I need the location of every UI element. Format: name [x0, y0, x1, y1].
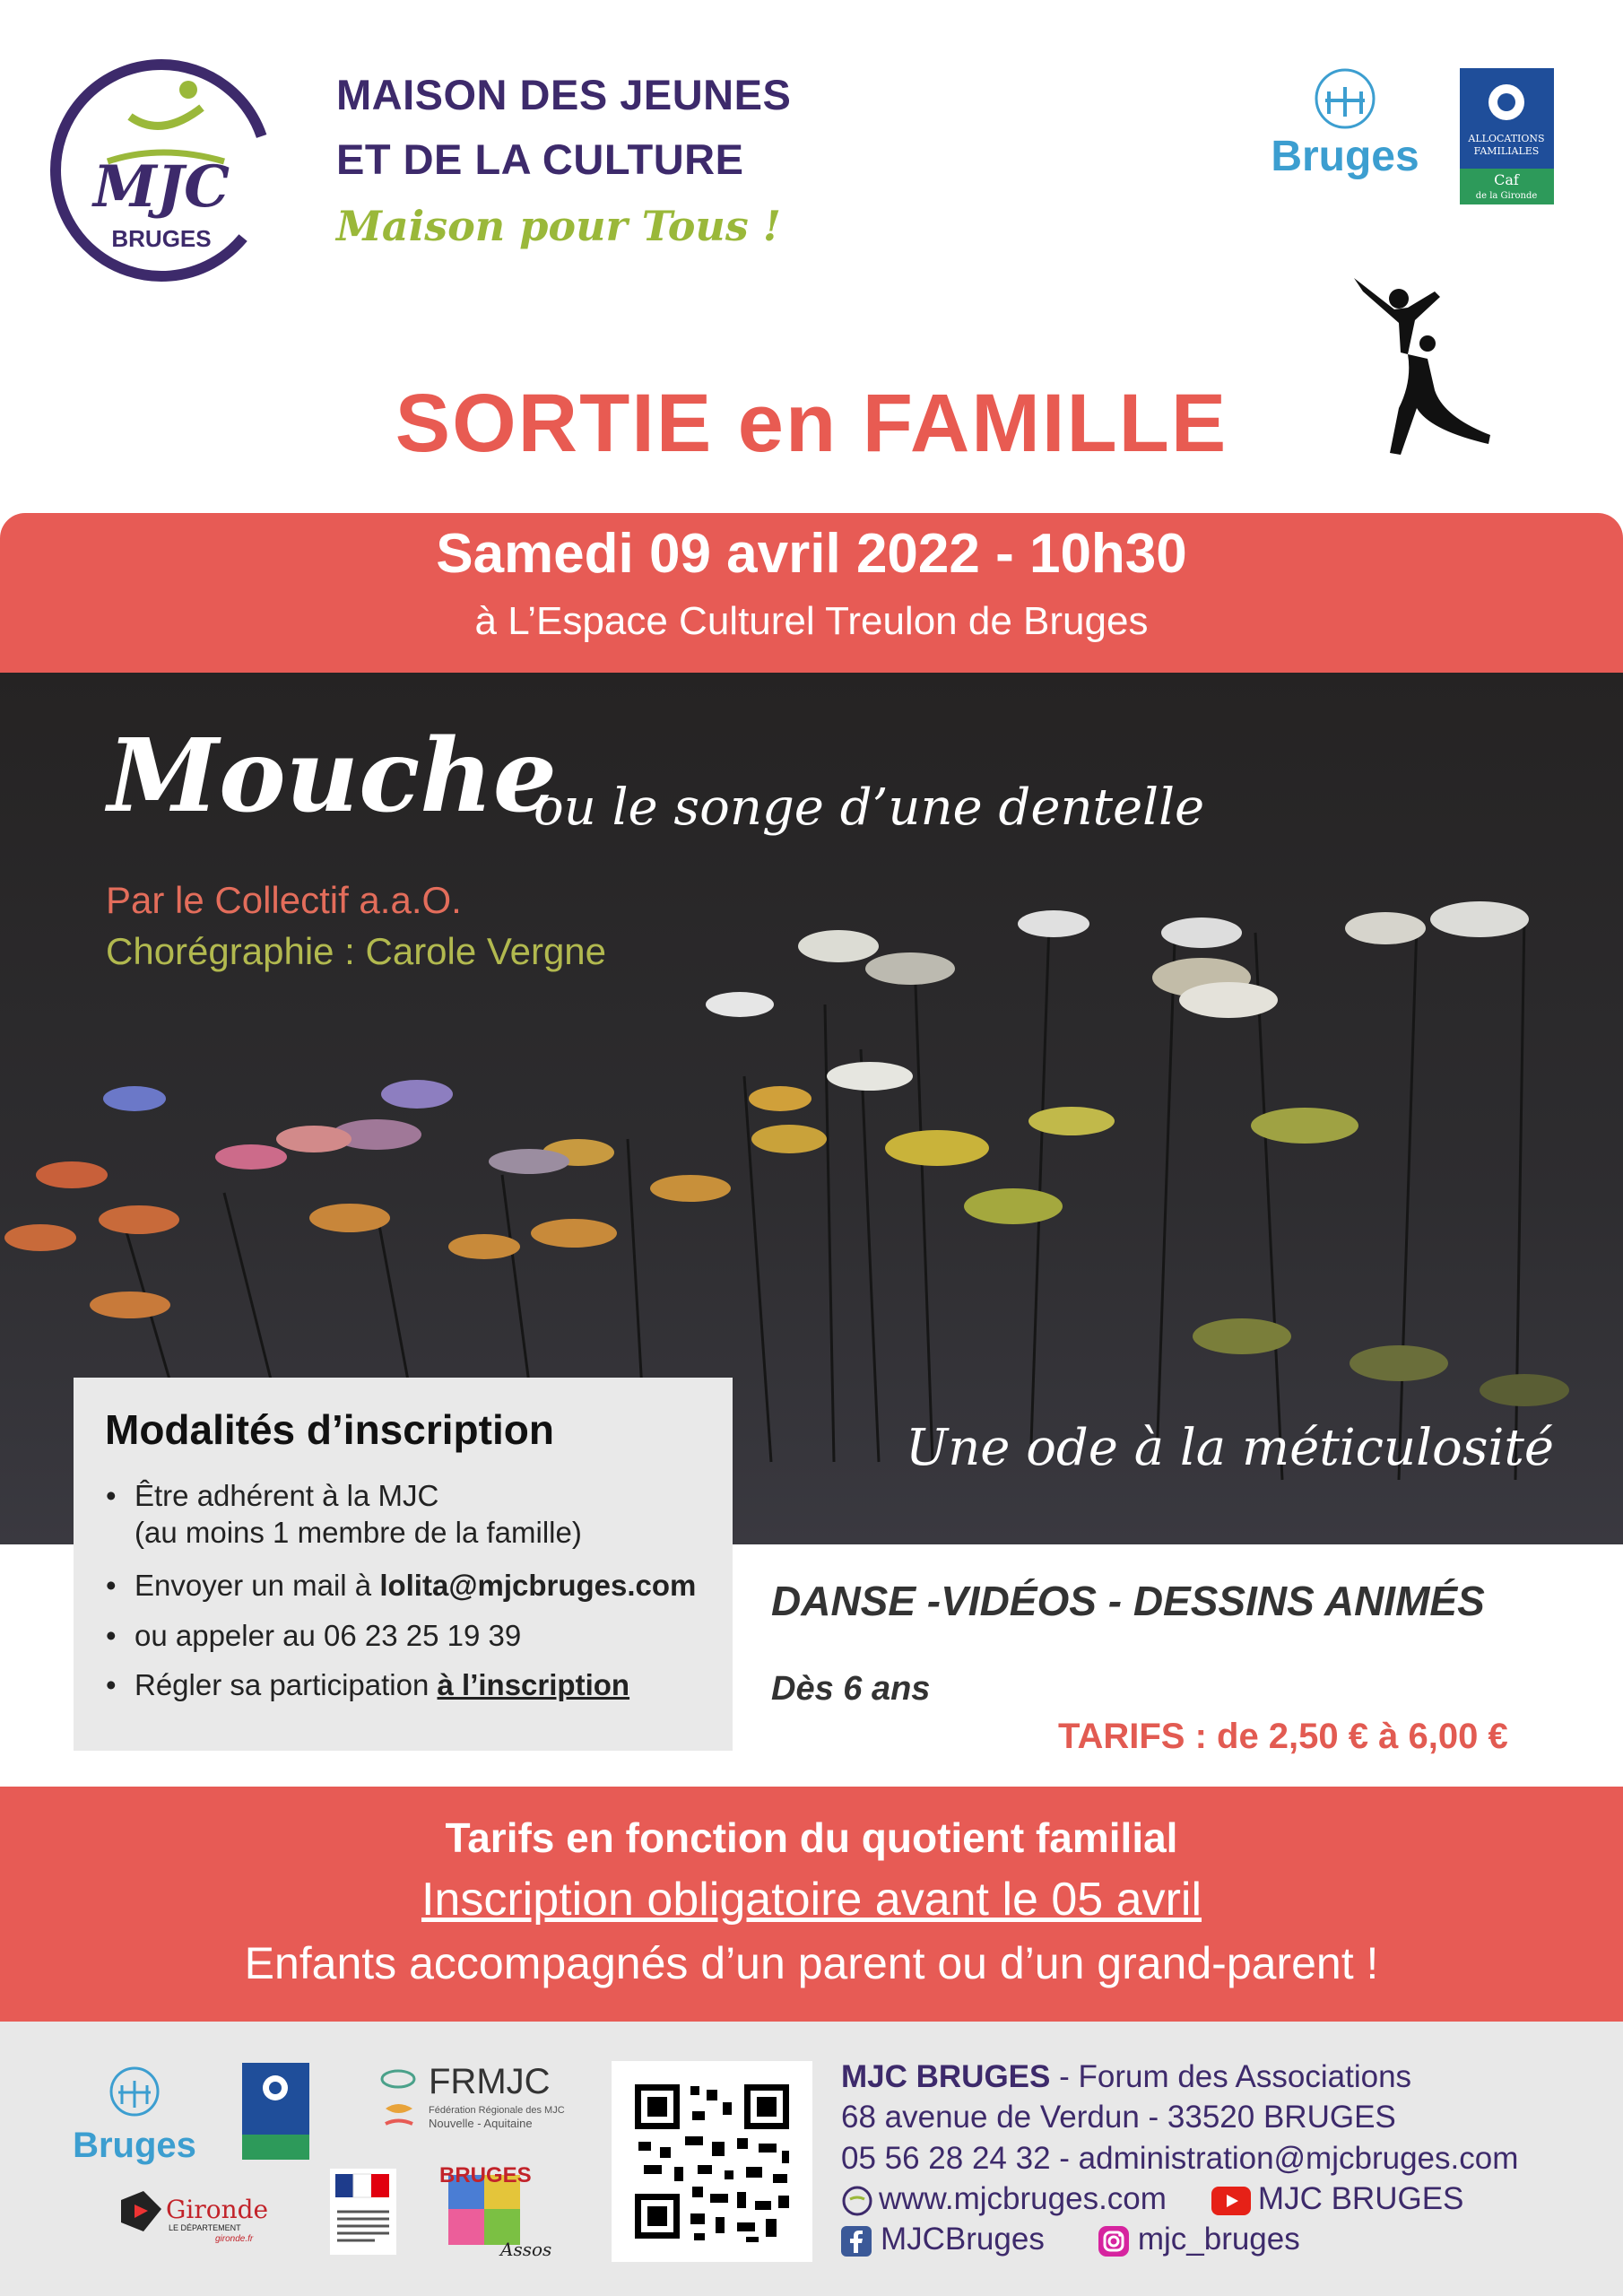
caf-logo-line2: FAMILIALES — [1473, 145, 1540, 157]
bruges-logo — [1264, 65, 1426, 190]
footer-caf-logo — [242, 2063, 309, 2160]
qr-code[interactable] — [612, 2061, 812, 2262]
gironde-logo-text: Gironde — [166, 2195, 269, 2224]
mjc-logo-subtext: BRUGES — [111, 225, 212, 252]
registration-email-link[interactable]: lolita@mjcbruges.com — [379, 1569, 697, 1602]
contact-web-row — [841, 2181, 1463, 2217]
registration-item-emphasis: à l’inscription — [437, 1668, 630, 1701]
mjc-logo-text: MJC — [92, 153, 230, 221]
registration-item-text: Régler sa participation — [135, 1668, 438, 1701]
registration-item — [106, 1477, 438, 1515]
youtube-icon[interactable] — [1211, 2187, 1251, 2215]
footer-bruges-assos-logo — [430, 2157, 556, 2263]
registration-item-text: Envoyer un mail à — [135, 1569, 380, 1602]
contact-org-forum: - Forum des Associations — [1050, 2059, 1412, 2094]
org-name-line1: MAISON DES JEUNES — [336, 71, 792, 118]
contact-social-row — [841, 2222, 1300, 2257]
youtube-link[interactable]: MJC BRUGES — [1257, 2181, 1464, 2216]
frmjc-logo-sub1: Fédération Régionale des MJC — [429, 2105, 565, 2116]
footer-frmjc-logo — [377, 2059, 565, 2140]
caf-logo — [1460, 68, 1554, 204]
org-name-line2: ET DE LA CULTURE — [336, 135, 744, 183]
mjc-small-logo-icon — [841, 2185, 873, 2217]
registration-item — [106, 1567, 696, 1605]
website-link[interactable]: www.mjcbruges.com — [879, 2181, 1167, 2216]
frmjc-logo-text: FRMJC — [429, 2062, 551, 2101]
caf-logo-line3: Caf — [1494, 171, 1519, 188]
show-subtitle: ou le songe d’une dentelle — [534, 778, 1205, 837]
facebook-icon[interactable] — [841, 2226, 872, 2257]
registration-item-text: ou appeler au 06 23 25 19 39 — [135, 1619, 522, 1652]
org-tagline: Maison pour Tous ! — [336, 202, 781, 250]
registration-title: Modalités d’inscription — [105, 1406, 554, 1453]
caf-logo-line4: de la Gironde — [1475, 191, 1538, 201]
contact-org — [841, 2059, 1411, 2095]
gironde-logo-sub: LE DÉPARTEMENT — [169, 2223, 241, 2232]
tarifs-line: TARIFS : de 2,50 € à 6,00 € — [1058, 1717, 1508, 1756]
registration-item — [106, 1666, 629, 1704]
event-venue: à L’Espace Culturel Treulon de Bruges — [474, 599, 1149, 643]
footer-bruges-logo — [63, 2063, 206, 2175]
event-date: Samedi 09 avril 2022 - 10h30 — [436, 523, 1187, 585]
frmjc-logo-sub2: Nouvelle - Aquitaine — [429, 2117, 533, 2130]
age-line: Dès 6 ans — [771, 1670, 931, 1708]
footer-ministry-logo — [330, 2169, 396, 2255]
activities-line: DANSE -VIDÉOS - DESSINS ANIMÉS — [771, 1578, 1485, 1624]
instagram-link[interactable]: mjc_bruges — [1137, 2222, 1300, 2257]
mjc-logo — [45, 54, 278, 287]
contact-address: 68 avenue de Verdun - 33520 BRUGES — [841, 2100, 1396, 2135]
registration-item-text: Être adhérent à la MJC — [135, 1479, 439, 1512]
contact-phone-email[interactable]: 05 56 28 24 32 - administration@mjcbruges.com — [841, 2141, 1519, 2176]
bullet-icon: • — [106, 1569, 117, 1602]
footer-bruges-logo-text: Bruges — [73, 2126, 196, 2165]
show-tagline: Une ode à la méticulosité — [906, 1419, 1554, 1477]
footer-gironde-logo — [117, 2191, 269, 2245]
info-deadline: Inscription obligatoire avant le 05 avril — [421, 1874, 1202, 1926]
caf-logo-line1: ALLOCATIONS — [1468, 133, 1545, 144]
show-title: Mouche — [108, 718, 557, 835]
instagram-icon[interactable] — [1098, 2226, 1129, 2257]
bullet-icon: • — [106, 1619, 117, 1652]
bruges-assos-logo-sub: Assos — [500, 2239, 552, 2260]
info-accompaniment: Enfants accompagnés d’un parent ou d’un grand-parent ! — [244, 1938, 1379, 1988]
info-tarifs-note: Tarifs en fonction du quotient familial — [445, 1814, 1178, 1861]
facebook-link[interactable]: MJCBruges — [881, 2222, 1045, 2257]
bullet-icon: • — [106, 1479, 117, 1512]
registration-item-note: (au moins 1 membre de la famille) — [135, 1516, 582, 1549]
registration-item — [106, 1617, 521, 1655]
show-choreography: Chorégraphie : Carole Vergne — [106, 930, 607, 972]
bruges-logo-text: Bruges — [1271, 133, 1419, 180]
contact-org-name: MJC BRUGES — [841, 2059, 1051, 2094]
gironde-logo-url: gironde.fr — [215, 2234, 254, 2244]
bullet-icon: • — [106, 1668, 117, 1701]
bruges-assos-logo-text: BRUGES — [439, 2163, 532, 2187]
show-collective: Par le Collectif a.a.O. — [106, 879, 462, 921]
event-title: SORTIE en FAMILLE — [395, 378, 1228, 469]
